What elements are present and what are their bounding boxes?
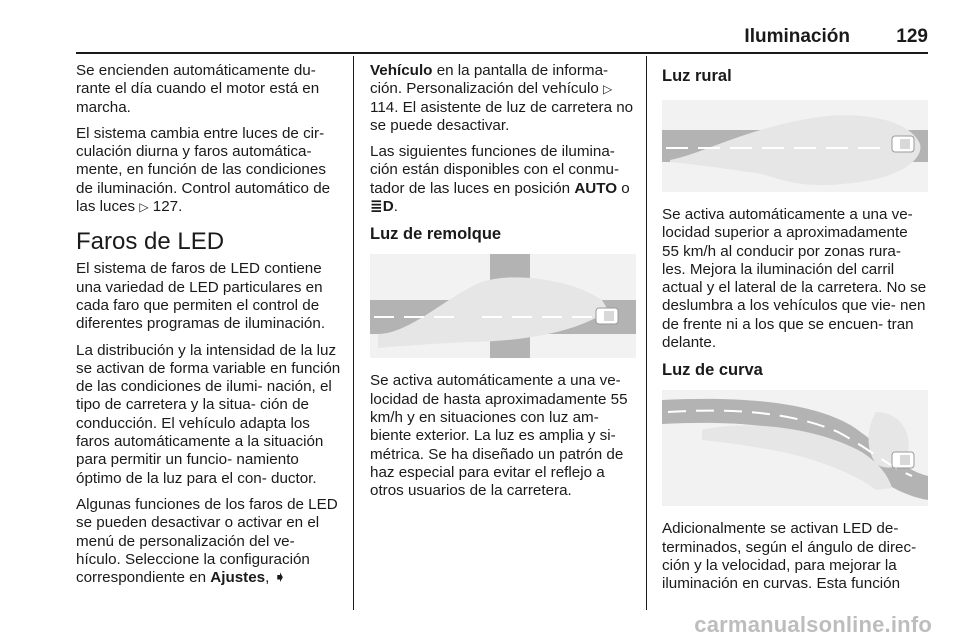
paragraph-text: Algunas funciones de los faros de LED se pueden desactivar o activar en el menú de personalización del ve- hículo. Seleccione la configuración correspondiente en xyxy=(76,495,338,587)
column-divider-1 xyxy=(353,56,354,610)
paragraph: El sistema de faros de LED contiene una variedad de LED particulares en cada faro que permiten el control de diferentes programas de iluminación. xyxy=(76,260,326,333)
section-heading: Faros de LED xyxy=(76,228,225,256)
paragraph: Se encienden automáticamente du- rante el día cuando el motor está en marcha. xyxy=(76,62,320,116)
paragraph: Se activa automáticamente a una ve- locidad superior a aproximadamente 55 km/h al conducir por zonas rura- les. Mejora la iluminación del carril actual y el lateral de la carretera. No se deslumbra a los vehículos que vie- nen de frente ni a los que se encuen- tran delante. xyxy=(662,206,927,352)
town-light-figure xyxy=(370,254,636,358)
car-icon xyxy=(596,308,618,324)
paragraph xyxy=(370,143,636,216)
page-reference-icon: ▷ xyxy=(603,82,613,97)
page-title: Iluminación xyxy=(744,26,850,47)
page-number: 129 xyxy=(896,26,928,47)
paragraph xyxy=(76,496,342,587)
watermark: carmanualsonline.info xyxy=(694,612,932,637)
section-heading: Luz de remolque xyxy=(370,225,502,244)
paragraph xyxy=(76,125,342,216)
switch-position-auto: AUTO xyxy=(574,179,618,197)
page-reference[interactable]: 127. xyxy=(152,198,183,216)
column-3 xyxy=(662,62,928,602)
bending-light-figure xyxy=(662,390,928,506)
paragraph-text: El sistema cambia entre luces de cir- culación diurna y faros automática- mente, en función de las condiciones de iluminación. Control automático de las luces xyxy=(76,124,331,216)
headlight-icon: ≣D xyxy=(370,198,394,216)
paragraph-text: Las siguientes funciones de ilumina- ción están disponibles con el conmu- tador de las luces en posición xyxy=(370,143,620,197)
header-rule xyxy=(76,52,928,54)
column-2 xyxy=(370,62,636,508)
page-reference-icon: ▷ xyxy=(139,200,149,215)
paragraph xyxy=(370,62,636,135)
paragraph: La distribución y la intensidad de la luz se activan de forma variable en función de las condiciones de ilumi- nación, el tipo de carretera y la situa- ción de conducción. El vehículo adapta los faros automáticamente a la situación para permitir un funcio- namiento óptimo de la luz para el con- ductor. xyxy=(76,341,341,487)
column-divider-2 xyxy=(646,56,647,610)
paragraph: Se activa automáticamente a una ve- locidad de hasta aproximadamente 55 km/h y en situaciones con luz am- biente exterior. La luz es amplia y si- métrica. Se ha diseñado un patrón de haz especial para evitar el reflejo a otros usuarios de la carretera. xyxy=(370,372,628,500)
car-icon xyxy=(892,136,914,152)
section-heading: Luz rural xyxy=(662,67,732,85)
paragraph-text: El asistente de luz de carretera no se puede desactivar. xyxy=(370,98,634,134)
menu-name: Vehículo xyxy=(370,62,433,79)
paragraph-text: o xyxy=(617,179,630,197)
menu-name: Ajustes xyxy=(210,569,266,587)
section-heading: Luz de curva xyxy=(662,361,763,380)
arrow-icon: ➧ xyxy=(273,569,287,587)
paragraph-text: en la pantalla de informa- ción. Personalización del vehículo xyxy=(370,62,609,98)
country-light-figure xyxy=(662,100,928,192)
paragraph: Adicionalmente se activan LED de- terminados, según el ángulo de direc- ción y la velocidad, para mejorar la iluminación en curvas. Esta función xyxy=(662,520,917,593)
column-1 xyxy=(76,62,342,595)
car-icon xyxy=(892,452,914,468)
paragraph-text: , xyxy=(265,569,274,587)
page-reference[interactable]: 114. xyxy=(370,98,399,116)
paragraph-text: . xyxy=(393,198,398,216)
page-header xyxy=(76,26,928,52)
